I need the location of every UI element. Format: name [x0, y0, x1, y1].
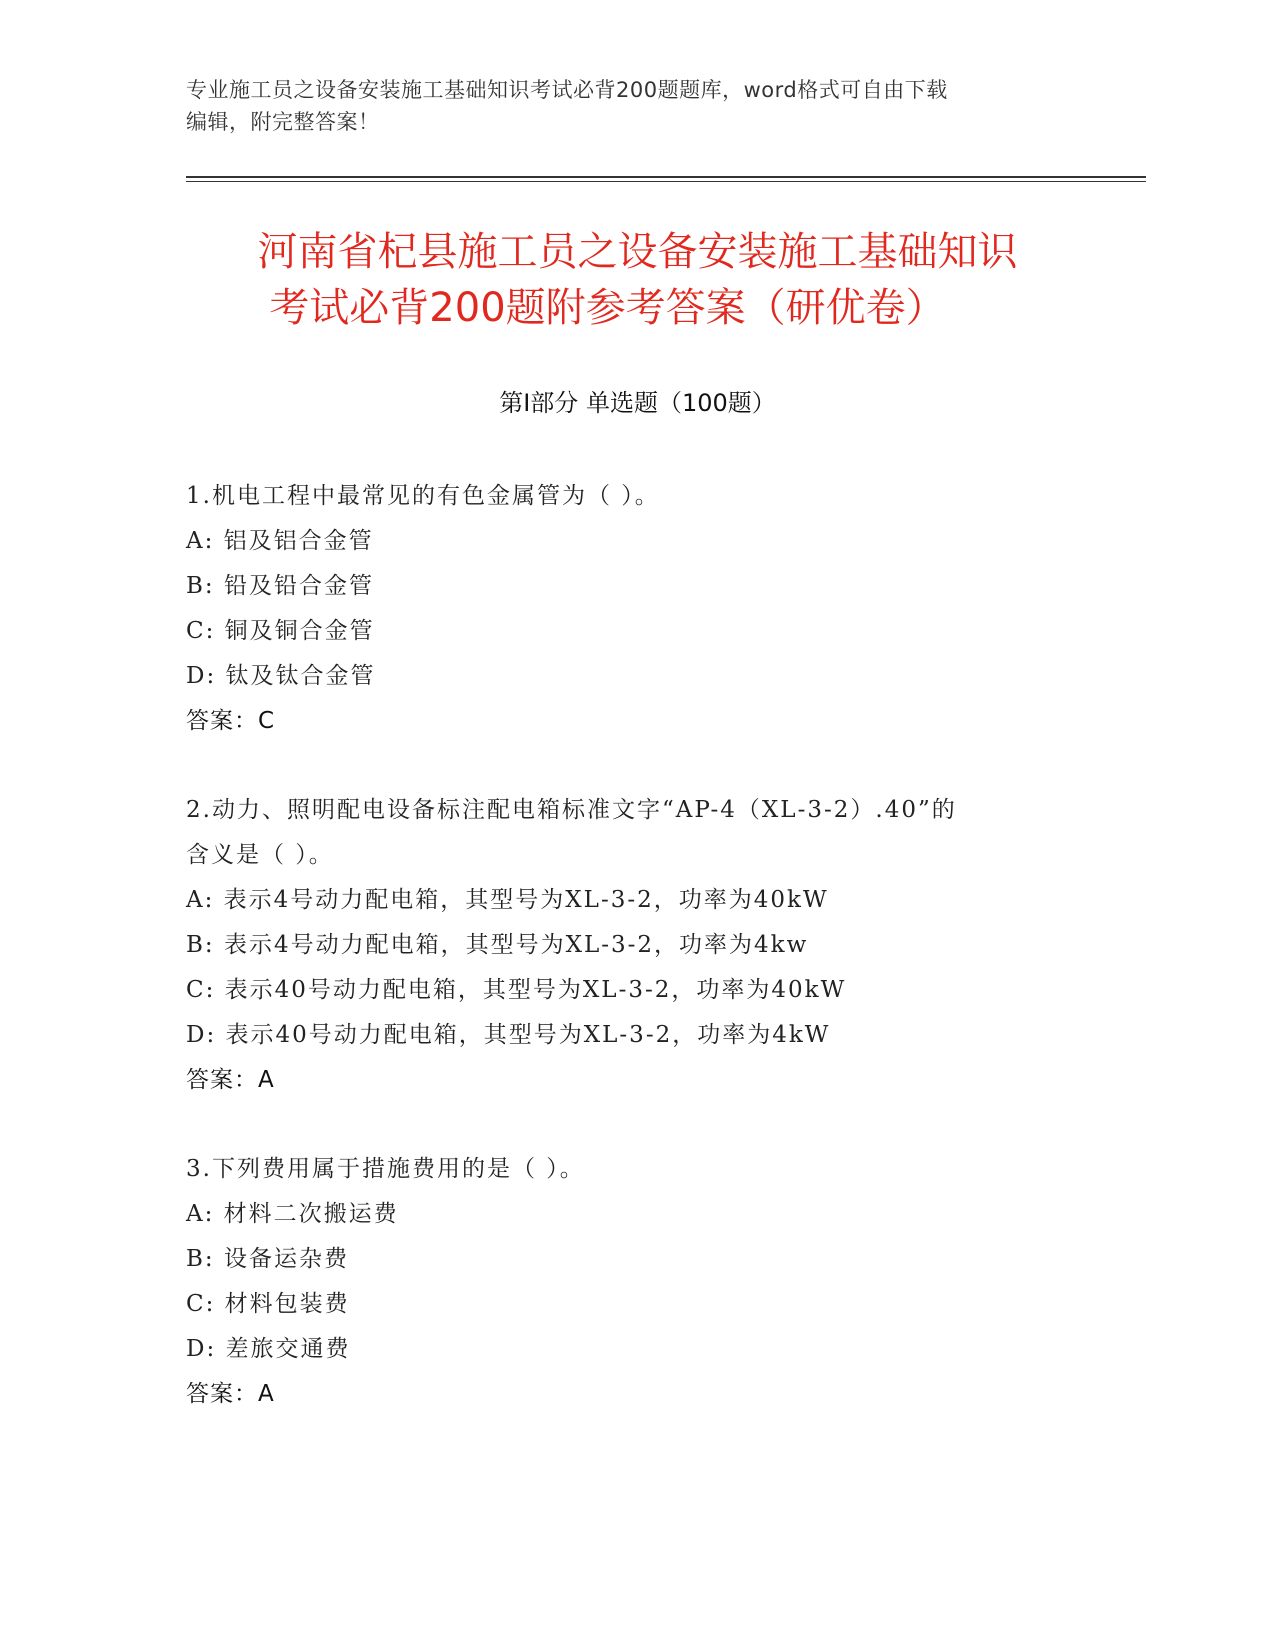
option-a: A: 材料二次搬运费 — [186, 1201, 399, 1227]
document-title-line-2: 考试必背200题附参考答案（研优卷） — [269, 285, 946, 331]
question-stem: 3.下列费用属于措施费用的是（ ）。 — [186, 1156, 585, 1182]
question-list — [186, 474, 1086, 1461]
question-stem: 2.动力、照明配电设备标注配电箱标准文字“AP-4（XL-3-2）.40”的 — [186, 797, 957, 823]
question-3 — [186, 1147, 1086, 1417]
option-b: B: 设备运杂费 — [186, 1246, 349, 1272]
answer: 答案：C — [186, 708, 276, 734]
header-divider-thick — [186, 176, 1146, 178]
document-title — [150, 224, 1125, 336]
question-stem-continued: 含义是（ ）。 — [186, 842, 334, 868]
document-title-line-1: 河南省杞县施工员之设备安装施工基础知识 — [257, 229, 1018, 275]
section-heading: 第Ⅰ部分 单选题（100题） — [499, 389, 776, 417]
option-d: D: 钛及钛合金管 — [186, 663, 376, 689]
option-b: B: 铅及铅合金管 — [186, 573, 374, 599]
answer: 答案：A — [186, 1381, 275, 1407]
header-note — [186, 74, 1086, 138]
question-stem: 1.机电工程中最常见的有色金属管为（ ）。 — [186, 483, 660, 509]
header-note-line-2: 编辑，附完整答案！ — [186, 110, 380, 134]
header-divider-thin — [186, 181, 1146, 182]
option-c: C: 铜及铜合金管 — [186, 618, 375, 644]
question-2 — [186, 788, 1086, 1103]
option-a: A: 表示4号动力配电箱，其型号为XL-3-2，功率为40kW — [186, 887, 829, 913]
question-1 — [186, 474, 1086, 744]
header-note-line-1: 专业施工员之设备安装施工基础知识考试必背200题题库，word格式可自由下载 — [186, 78, 948, 102]
answer: 答案：A — [186, 1067, 275, 1093]
option-c: C: 表示40号动力配电箱，其型号为XL-3-2，功率为40kW — [186, 977, 847, 1003]
option-d: D: 表示40号动力配电箱，其型号为XL-3-2，功率为4kW — [186, 1022, 831, 1048]
option-c: C: 材料包装费 — [186, 1291, 350, 1317]
option-b: B: 表示4号动力配电箱，其型号为XL-3-2，功率为4kw — [186, 932, 809, 958]
option-a: A: 铝及铝合金管 — [186, 528, 374, 554]
option-d: D: 差旅交通费 — [186, 1336, 351, 1362]
